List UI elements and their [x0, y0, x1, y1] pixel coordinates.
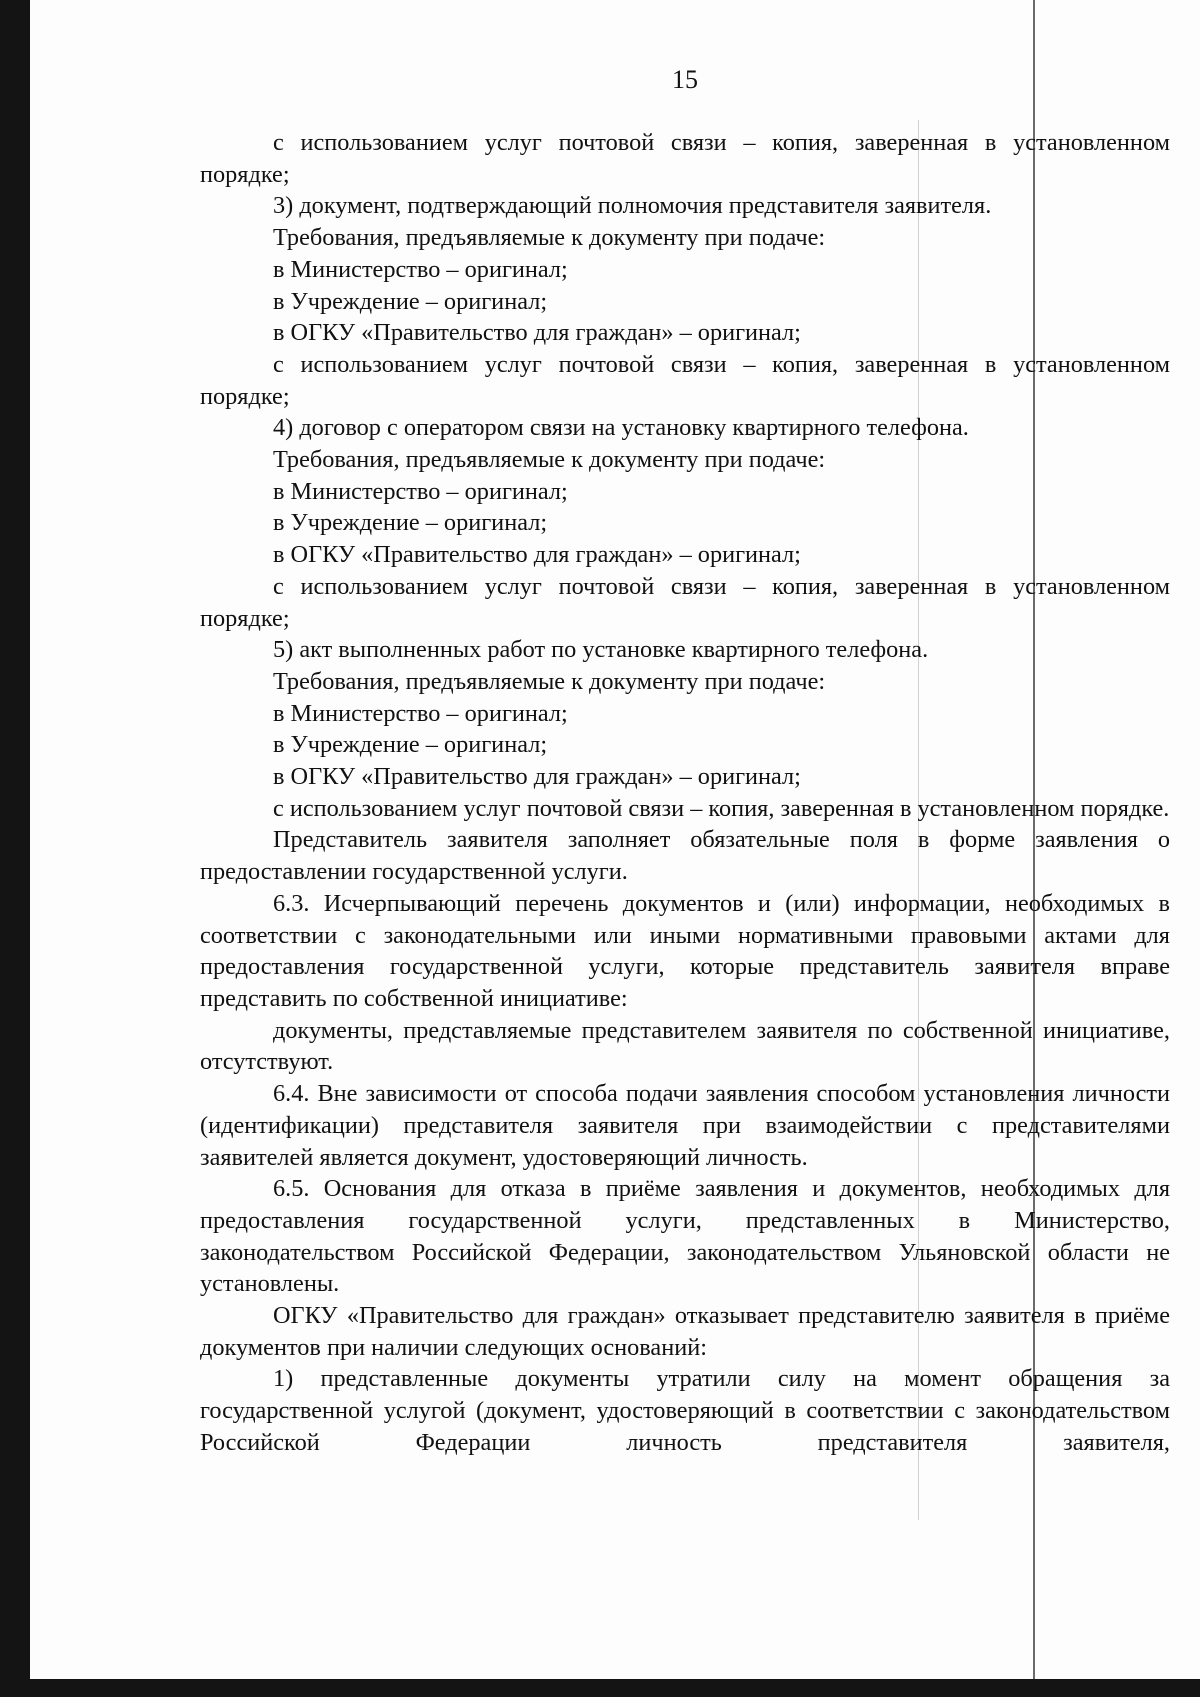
paragraph: 1) представленные документы утратили силу на момент обращения за государственной услугой (документ, удостоверяющий в соответствии с законодательством Российской Федерации личность представителя заявителя,	[200, 1365, 1170, 1456]
paragraph: в Министерство – оригинал;	[273, 699, 568, 727]
paragraph: с использованием услуг почтовой связи – копия, заверенная в установленном порядке;	[200, 572, 1170, 632]
page-number: 15	[672, 65, 698, 94]
paragraph: Требования, предъявляемые к документу при подаче:	[273, 667, 826, 695]
paragraph: документы, представляемые представителем заявителя по собственной инициативе, отсутствуют.	[200, 1016, 1170, 1076]
paragraph: 6.3. Исчерпывающий перечень документов и (или) информации, необходимых в соответствии с законодательными или иными нормативными правовыми актами для предоставления государственной услуги, которые представитель заявителя вправе представить по собственной инициативе:	[200, 889, 1170, 1012]
paragraph: 4) договор с оператором связи на установку квартирного телефона.	[273, 414, 969, 442]
paragraph: в Министерство – оригинал;	[273, 255, 568, 283]
paragraph: в ОГКУ «Правительство для граждан» – оригинал;	[273, 319, 801, 347]
paragraph: 3) документ, подтверждающий полномочия представителя заявителя.	[273, 192, 992, 220]
paragraph: Требования, предъявляемые к документу при подаче:	[273, 224, 826, 252]
scan-border-bottom	[0, 1679, 1200, 1697]
paragraph: 5) акт выполненных работ по установке квартирного телефона.	[273, 636, 929, 664]
paragraph: в Учреждение – оригинал;	[273, 731, 548, 759]
paragraph: в Учреждение – оригинал;	[273, 287, 548, 315]
paragraph: в Учреждение – оригинал;	[273, 509, 548, 537]
paragraph: в Министерство – оригинал;	[273, 477, 568, 505]
document-body	[200, 127, 1170, 1459]
paragraph: ОГКУ «Правительство для граждан» отказывает представителю заявителя в приёме документов при наличии следующих оснований:	[200, 1302, 1170, 1361]
paragraph: 6.4. Вне зависимости от способа подачи заявления способом установления личности (идентификации) представителя заявителя при взаимодействии с представителями заявителей является документ, удостоверяющий личность.	[200, 1080, 1170, 1171]
paragraph: с использованием услуг почтовой связи – копия, заверенная в установленном порядке;	[200, 129, 1170, 188]
paragraph: в ОГКУ «Правительство для граждан» – оригинал;	[273, 763, 801, 791]
paragraph: Представитель заявителя заполняет обязательные поля в форме заявления о предоставлении государственной услуги.	[200, 826, 1170, 886]
paragraph: с использованием услуг почтовой связи – копия, заверенная в установленном порядке.	[273, 794, 1170, 822]
paragraph: 6.5. Основания для отказа в приёме заявления и документов, необходимых для предоставления государственной услуги, представленных в Министерство, законодательством Российской Федерации, законодательством Ульяновской области не установлены.	[200, 1175, 1170, 1298]
paragraph: в ОГКУ «Правительство для граждан» – оригинал;	[273, 541, 801, 569]
paragraph: с использованием услуг почтовой связи – копия, заверенная в установленном порядке;	[200, 350, 1170, 410]
scan-border-left	[0, 0, 30, 1697]
paragraph: Требования, предъявляемые к документу при подаче:	[273, 446, 826, 474]
